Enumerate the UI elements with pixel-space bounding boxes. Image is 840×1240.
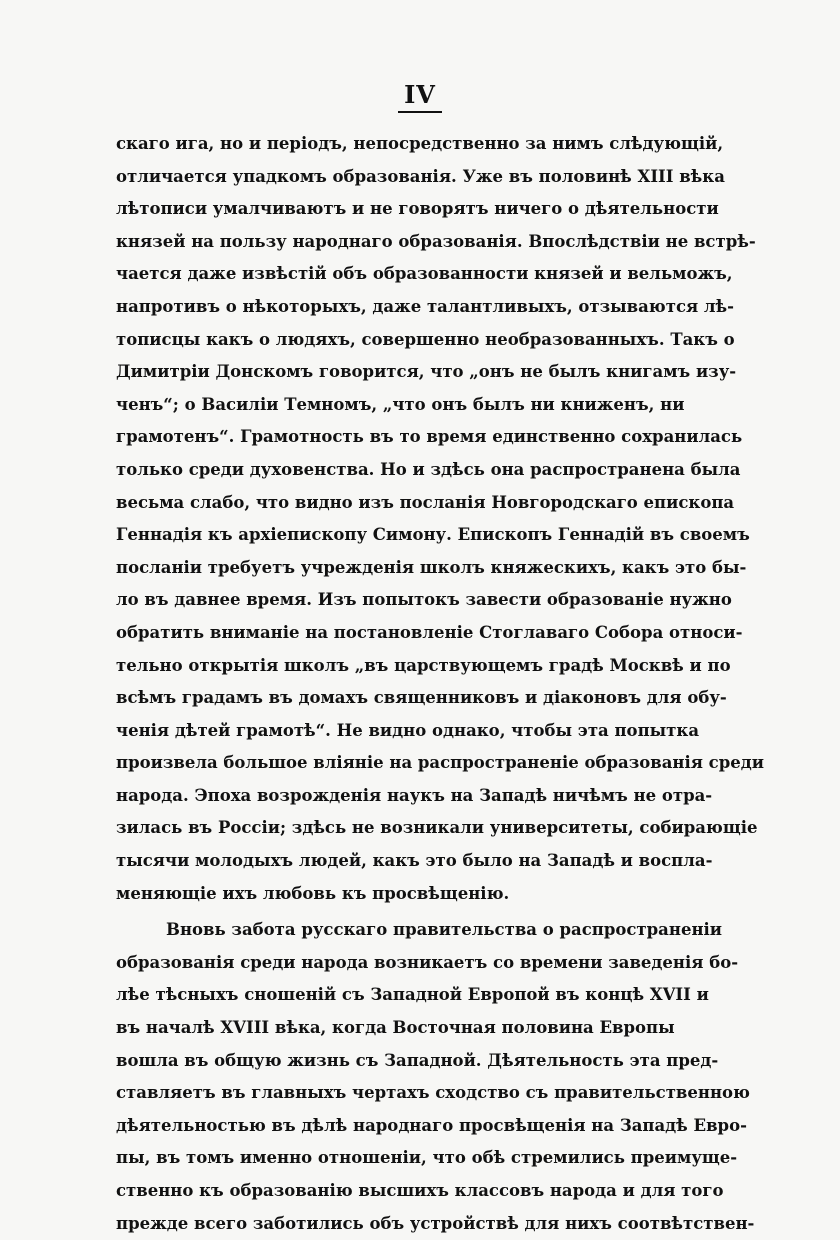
text-line: посланіи требуетъ учрежденія школъ княжескихъ, какъ это бы- [116, 557, 747, 577]
text-line: ченъ“; о Василіи Темномъ, „что онъ былъ ни книженъ, ни [116, 394, 685, 414]
text-line: князей на пользу народнаго образованія. Впослѣдствіи не встрѣ- [116, 231, 756, 251]
text-line: тописцы какъ о людяхъ, совершенно необразованныхъ. Такъ о [116, 329, 735, 349]
text-line: тельно открытія школъ „въ царствующемъ градѣ Москвѣ и по [116, 655, 731, 675]
text-line: чается даже извѣстій объ образованности князей и вельможъ, [116, 264, 733, 284]
text-line: пы, въ томъ именно отношеніи, что обѣ стремились преимуще- [116, 1148, 738, 1168]
text-line: Вновь забота русскаго правительства о распространеніи [166, 920, 723, 940]
text-line: грамотенъ“. Грамотность въ то время единственно сохранилась [116, 427, 743, 447]
text-line: лѣтописи умалчиваютъ и не говорятъ ничего о дѣятельности [116, 199, 719, 219]
text-line: образованія среди народа возникаетъ со времени заведенія бо- [116, 952, 739, 972]
text-line: тысячи молодыхъ людей, какъ это было на Западѣ и воспла- [116, 851, 713, 871]
text-line: обратить вниманіе на постановленіе Стоглаваго Собора относи- [116, 622, 743, 642]
text-line: Димитріи Донскомъ говорится, что „онъ не былъ книгамъ изу- [116, 362, 737, 382]
text-line: зилась въ Россіи; здѣсь не возникали университеты, собирающіе [116, 818, 758, 838]
text-line: дѣятельностью въ дѣлѣ народнаго просвѣщенія на Западѣ Евро- [116, 1115, 747, 1135]
body-text [116, 128, 764, 1240]
text-line: ченія дѣтей грамотѣ“. Не видно однако, чтобы эта попытка [116, 720, 700, 740]
text-line: вошла въ общую жизнь съ Западной. Дѣятельность эта пред- [116, 1050, 719, 1070]
paragraph-1 [116, 128, 764, 910]
text-line: меняющіе ихъ любовь къ просвѣщенію. [116, 883, 510, 903]
page-number: IV [398, 80, 442, 113]
text-line: прежде всего заботились объ устройствѣ для нихъ соотвѣтствен- [116, 1213, 755, 1233]
text-line: всѣмъ градамъ въ домахъ священниковъ и діаконовъ для обу- [116, 688, 727, 708]
page-number-header [0, 80, 840, 113]
text-line: только среди духовенства. Но и здѣсь она распространена была [116, 459, 741, 479]
text-line: ственно къ образованію высшихъ классовъ народа и для того [116, 1181, 724, 1200]
text-line: ставляетъ въ главныхъ чертахъ сходство съ правительственною [116, 1083, 750, 1103]
text-line: въ началѣ XVIII вѣка, когда Восточная половина Европы [116, 1018, 675, 1038]
text-line: ло въ давнее время. Изъ попытокъ завести образованіе нужно [116, 590, 732, 610]
text-line: Геннадія къ архіепископу Симону. Епископъ Геннадій въ своемъ [116, 525, 750, 545]
text-line: произвела большое вліяніе на распространеніе образованія среди [116, 753, 764, 773]
text-line: весьма слабо, что видно изъ посланія Новгородскаго епископа [116, 492, 735, 512]
text-line: лѣе тѣсныхъ сношеній съ Западной Европой въ концѣ XVII и [116, 985, 709, 1005]
text-line: напротивъ о нѣкоторыхъ, даже талантливыхъ, отзываются лѣ- [116, 296, 735, 316]
paragraph-2 [116, 914, 755, 1240]
text-line: отличается упадкомъ образованія. Уже въ половинѣ XIII вѣка [116, 166, 725, 186]
text-line: народа. Эпоха возрожденія наукъ на Западѣ ничѣмъ не отра- [116, 785, 713, 805]
text-line: скаго ига, но и періодъ, непосредственно за нимъ слѣдующій, [116, 134, 724, 153]
